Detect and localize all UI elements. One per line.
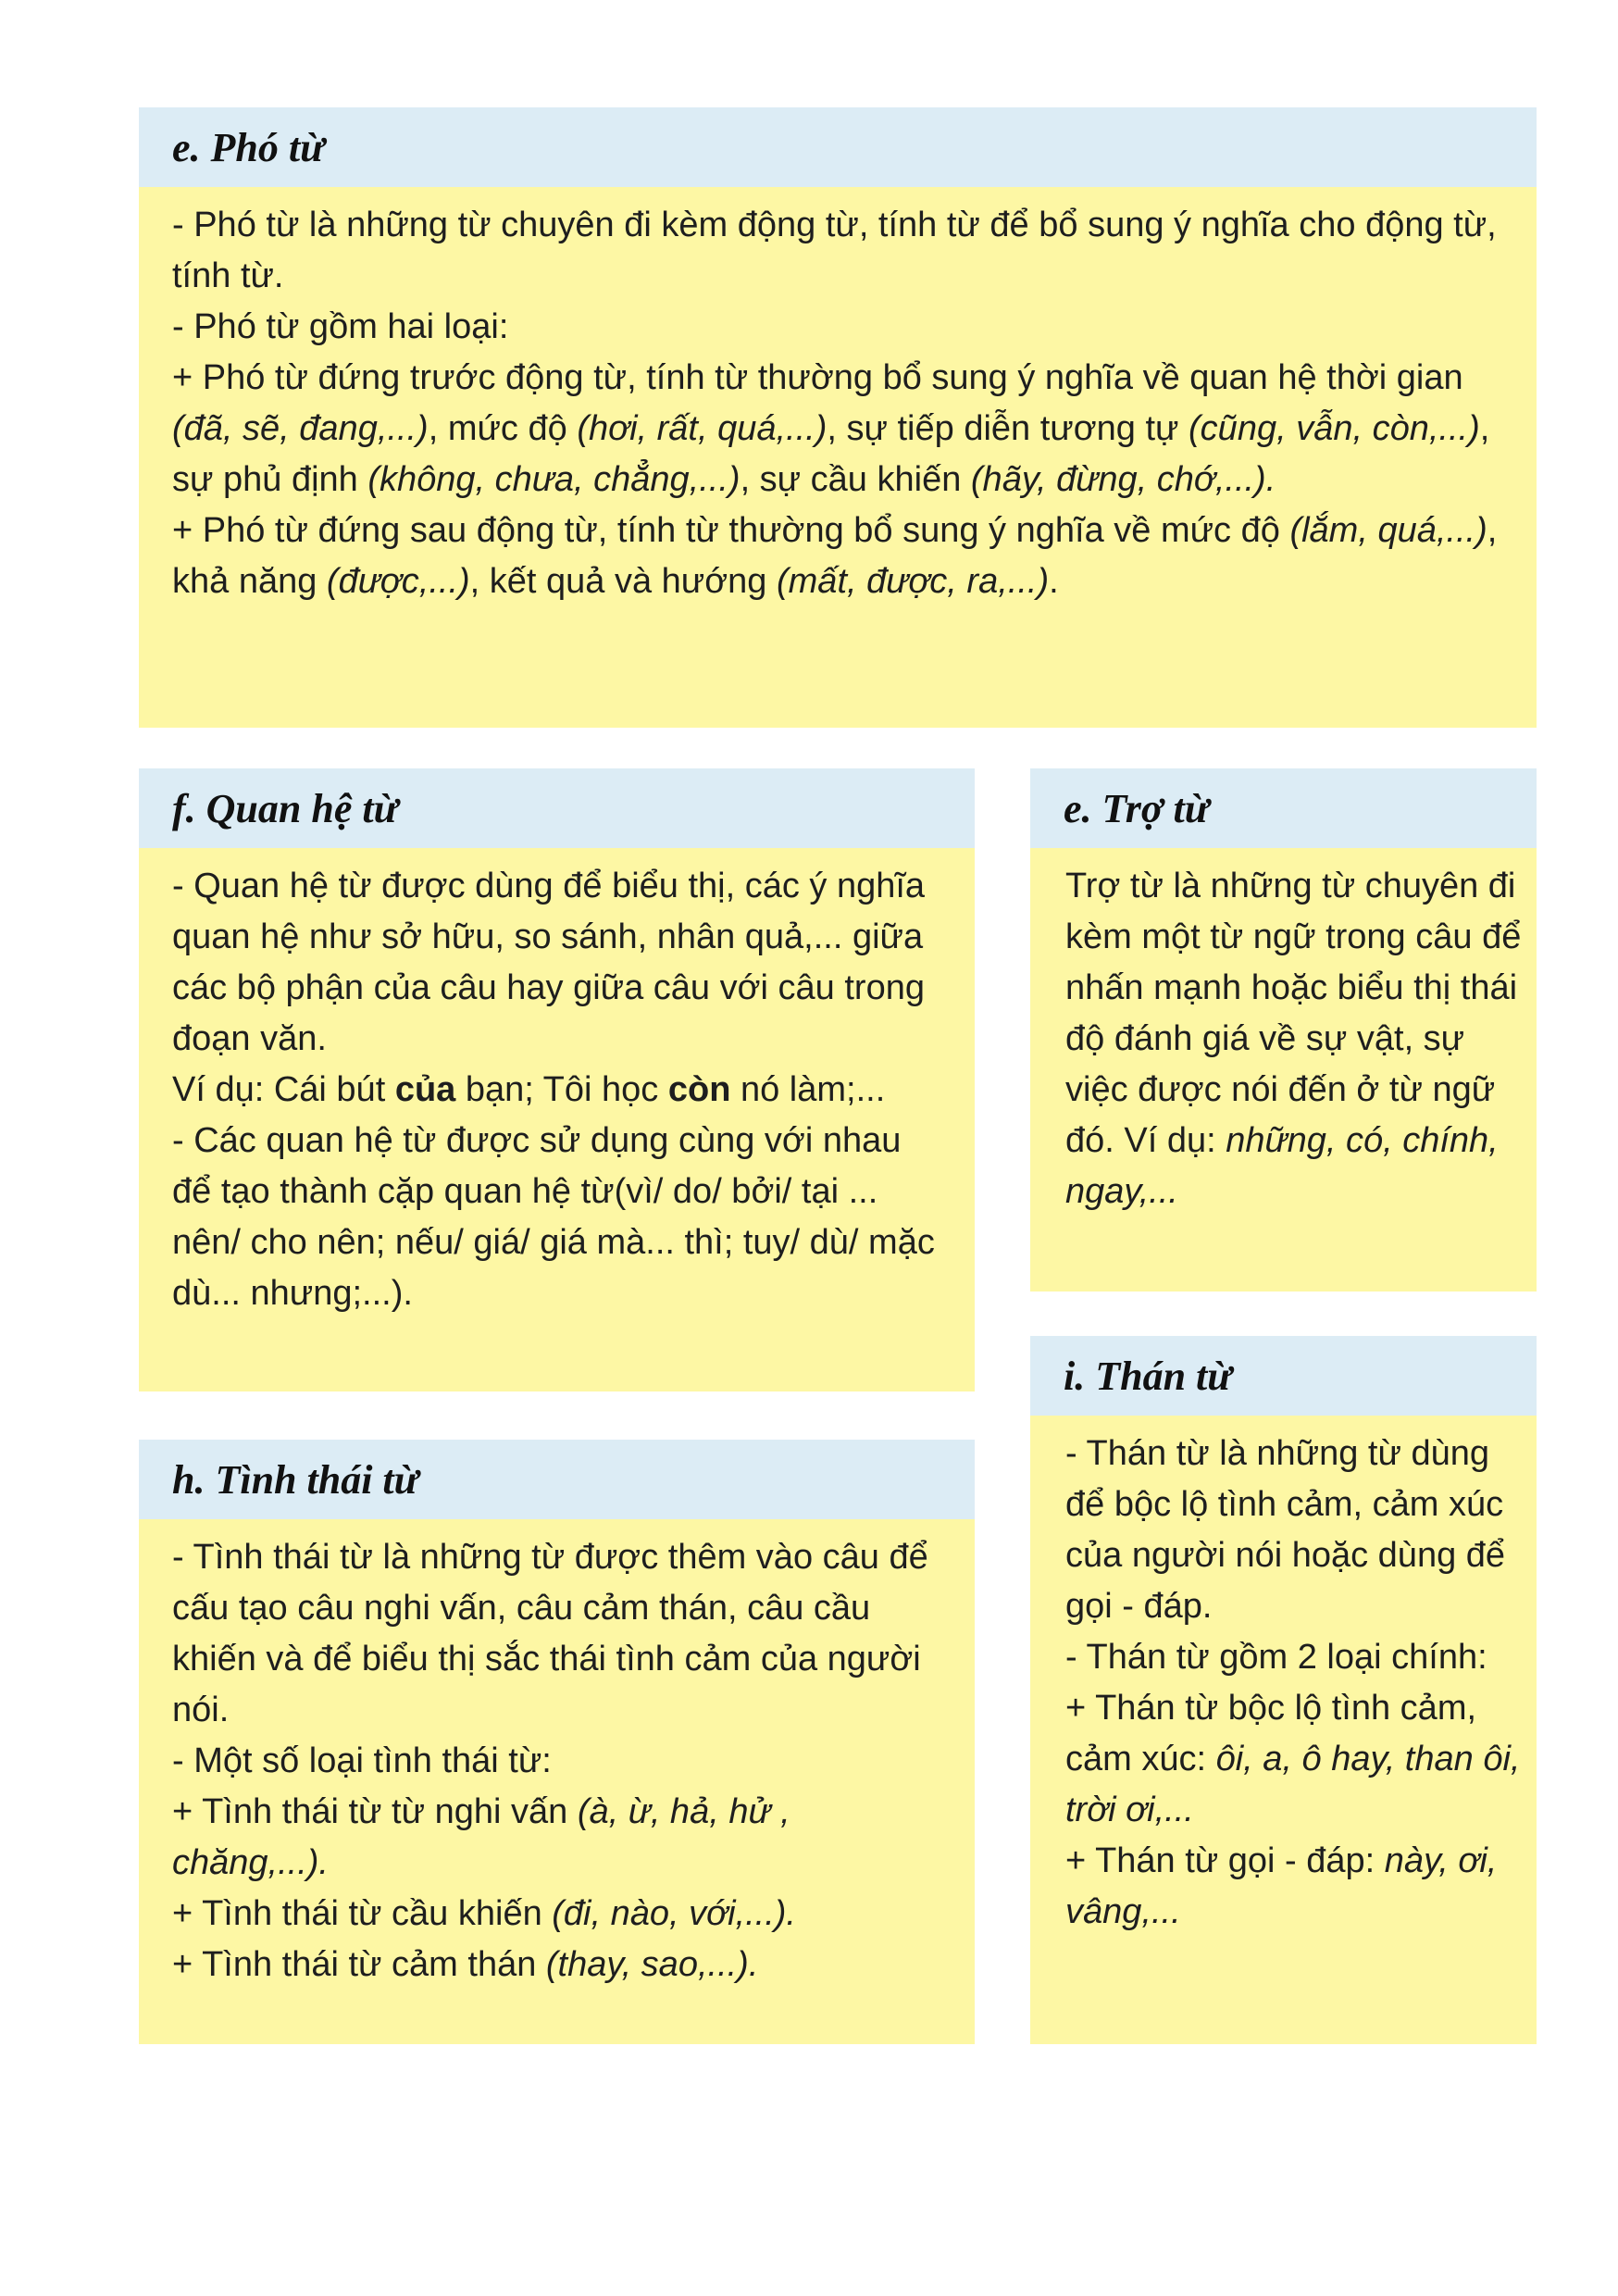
example: (hãy, đừng, chớ,...). — [970, 460, 1276, 499]
paragraph: - Phó từ gồm hai loại: — [172, 307, 509, 346]
text: , kết quả và hướng — [469, 562, 777, 601]
example: (không, chưa, chẳng,...) — [367, 460, 741, 499]
text: nó làm;... — [730, 1070, 886, 1109]
card-title: f. Quan hệ từ — [172, 785, 398, 831]
example: (lắm, quá,...) — [1289, 511, 1487, 550]
text: + Thán từ bộc lộ tình cảm, cảm xúc: — [1065, 1689, 1477, 1778]
paragraph: - Quan hệ từ được dùng để biểu thị, các ý nghĩa quan hệ như sở hữu, so sánh, nhân quả,... giữa các bộ phận của câu hay giữa câu với câu trong đoạn văn. — [172, 867, 926, 1058]
card-quan-he-tu — [139, 768, 975, 1391]
bold-example: còn — [667, 1070, 731, 1109]
text: + Tình thái từ cầu khiến — [172, 1894, 553, 1933]
paragraph — [172, 1787, 941, 1889]
card-tro-tu — [1030, 768, 1537, 1292]
paragraph — [172, 1940, 941, 1990]
card-header — [1030, 768, 1537, 848]
text: bạn; Tôi học — [455, 1070, 668, 1109]
paragraph: - Tình thái từ là những từ được thêm vào câu để cấu tạo câu nghi vấn, câu cảm thán, câu cầu khiến và để biểu thị sắc thái tình cảm của người nói. — [172, 1538, 928, 1729]
paragraph: - Các quan hệ từ được sử dụng cùng với nhau để tạo thành cặp quan hệ từ(vì/ do/ bởi/ tại ... nên/ cho nên; nếu/ giá/ giá mà... thì; tuy/ dù/ mặc dù... nhưng;...). — [172, 1121, 935, 1313]
card-title: e. Trợ từ — [1064, 785, 1210, 831]
example: (cũng, vẫn, còn,...) — [1189, 409, 1480, 448]
card-body — [1030, 1416, 1537, 1938]
text: , sự cầu khiến — [740, 460, 971, 499]
example: (đi, nào, với,...). — [552, 1894, 796, 1933]
paragraph — [172, 1065, 941, 1116]
card-header — [139, 107, 1537, 187]
card-header — [139, 1440, 975, 1519]
example: (đã, sẽ, đang,...) — [172, 409, 429, 448]
card-title: h. Tình thái từ — [172, 1456, 419, 1503]
card-body — [1030, 848, 1537, 1217]
paragraph — [1065, 861, 1527, 1217]
example: này, ơi, vâng,... — [1065, 1841, 1498, 1931]
example: (hơi, rất, quá,...) — [577, 409, 828, 448]
text: + Phó từ đứng sau động từ, tính từ thường bổ sung ý nghĩa về mức độ — [172, 511, 1290, 550]
card-body — [139, 1519, 975, 1990]
card-than-tu — [1030, 1336, 1537, 2044]
example: (à, ừ, hả, hử , chăng,...). — [172, 1792, 790, 1882]
example: ôi, a, ô hay, than ôi, trời ơi,... — [1065, 1740, 1521, 1829]
paragraph: - Thán từ gồm 2 loại chính: — [1065, 1638, 1487, 1677]
text: + Phó từ đứng trước động từ, tính từ thường bổ sung ý nghĩa về quan hệ thời gian — [172, 358, 1463, 397]
example: những, có, chính, ngay,... — [1065, 1121, 1499, 1211]
text: + Thán từ gọi - đáp: — [1065, 1841, 1385, 1880]
example: (được,...) — [326, 562, 470, 601]
text: , sự phủ định — [172, 409, 1490, 499]
card-body — [139, 848, 975, 1319]
text: , sự tiếp diễn tương tự — [827, 409, 1189, 448]
text: Trợ từ là những từ chuyên đi kèm một từ ngữ trong câu để nhấn mạnh hoặc biểu thị thái độ đánh giá về sự vật, sự việc được nói đến ở từ ngữ đó. Ví dụ: — [1065, 867, 1522, 1160]
card-pho-tu — [139, 107, 1537, 728]
card-body — [139, 187, 1537, 607]
paragraph — [172, 353, 1503, 505]
example: (mất, được, ra,...) — [777, 562, 1050, 601]
card-header — [1030, 1336, 1537, 1416]
text: + Tình thái từ cảm thán — [172, 1945, 546, 1984]
text: + Tình thái từ từ nghi vấn — [172, 1792, 578, 1831]
card-title: e. Phó từ — [172, 124, 325, 170]
paragraph — [1065, 1683, 1527, 1836]
paragraph: - Thán từ là những từ dùng để bộc lộ tình cảm, cảm xúc của người nói hoặc dùng để gọi - đáp. — [1065, 1434, 1506, 1626]
text: Ví dụ: Cái bút — [172, 1070, 395, 1109]
card-header — [139, 768, 975, 848]
paragraph — [172, 1889, 941, 1940]
paragraph — [1065, 1836, 1527, 1938]
example: (thay, sao,...). — [545, 1945, 759, 1984]
card-tinh-thai-tu — [139, 1440, 975, 2044]
text: , mức độ — [428, 409, 578, 448]
text: , khả năng — [172, 511, 1498, 601]
paragraph: - Phó từ là những từ chuyên đi kèm động từ, tính từ để bổ sung ý nghĩa cho động từ, tính từ. — [172, 206, 1497, 295]
paragraph — [172, 505, 1503, 607]
text: . — [1049, 562, 1059, 601]
card-title: i. Thán từ — [1064, 1353, 1232, 1399]
paragraph: - Một số loại tình thái từ: — [172, 1741, 552, 1780]
bold-example: của — [394, 1070, 456, 1109]
